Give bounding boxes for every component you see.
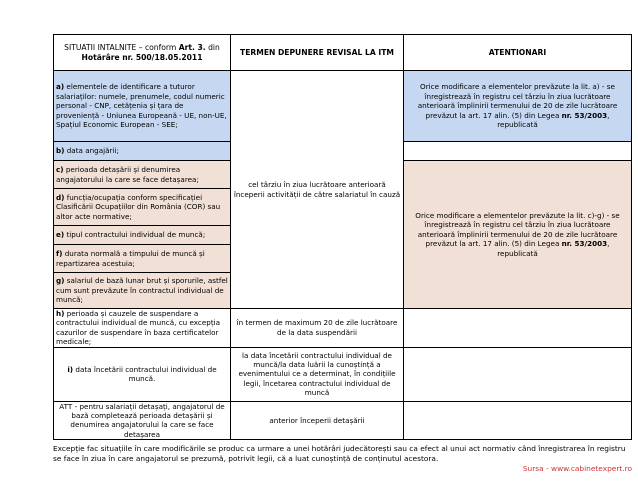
cell-d: d) funcția/ocupația conform specificației Clasificării Ocupațiilor din România (COR) sau altor acte normative; [54,189,231,226]
header-row [54,35,632,71]
warning-a: Orice modificare a elementelor prevăzute la lit. a) - se înregistrează în registru cel târziu în ziua lucrătoare anterioară împlinirii termenului de 20 de zile lucrătoare prevăzut la art. 17 alin. (5) din Legea nr. 53/2003, republicată [404,71,632,142]
cell-a: a) elementele de identificare a tuturor salariaților: numele, prenumele, codul numeric personal - CNP, cetățenia și țara de proveniență - Uniunea Europeană - UE, non-UE, Spațiul Economic European - SEE; [54,71,231,142]
warning-i-empty [404,347,632,401]
cell-i: i) data încetării contractului individual de muncă. [54,347,231,401]
row-att [54,401,632,440]
cell-b: b) data angajării; [54,142,231,161]
source-link[interactable]: Sursa - www.cabinetexpert.ro [522,464,632,473]
cell-att: ATT - pentru salariații detașați, angajatorul de bază completează perioada detașării și denumirea angajatorului la care se face detașarea [54,401,231,440]
warning-h-empty [404,309,632,348]
warning-att-empty [404,401,632,440]
header-atentionari: ATENTIONARI [404,35,632,71]
warning-c-g: Orice modificare a elementelor prevăzute la lit. c)-g) - se înregistrează în registru cel târziu în ziua lucrătoare anterioară împlinirii termenului de 20 de zile lucrătoare prevăzut la art. 17 alin. (5) din Legea nr. 53/2003, republicată [404,161,632,309]
row-h [54,309,632,348]
deadline-h: în termen de maximum 20 de zile lucrătoare de la data suspendării [231,309,404,348]
row-a [54,71,632,142]
header-termen: TERMEN DEPUNERE REVISAL LA ITM [231,35,404,71]
cell-c: c) perioada detașării și denumirea angajatorului la care se face detașarea; [54,161,231,189]
cell-e: e) tipul contractului individual de muncă; [54,226,231,245]
cell-f: f) durata normală a timpului de muncă și repartizarea acestuia; [54,245,231,273]
header-situatii: SITUATII INTALNITE – conform Art. 3. din Hotărâre nr. 500/18.05.2011 [54,35,231,71]
warning-b-empty [404,142,632,161]
exception-note: Excepție fac situațiile în care modificările se produc ca urmare a unei hotărâri judecătorești sau ca efect al unui act normativ când înregistrarea în registru se face în ziua în care angajatorul se prezumă, potrivit legii, că a luat cunoștință de conținutul acestora. [53,444,626,463]
row-i [54,347,632,401]
cell-g: g) salariul de bază lunar brut și sporurile, astfel cum sunt prevăzute în contractul individual de muncă; [54,273,231,309]
deadline-i: la data încetării contractului individual de muncă/la data luării la cunoștință a evenimentului ce a determinat, în condițiile legii, încetarea contractului individual de muncă [231,347,404,401]
deadline-a-to-g: cel târziu în ziua lucrătoare anterioară începerii activității de către salariatul în cauză [231,71,404,309]
deadline-att: anterior începerii detașării [231,401,404,440]
cell-h: h) perioada și cauzele de suspendare a contractului individual de muncă, cu excepția cazurilor de suspendare în baza certificatelor medicale; [54,309,231,348]
revisal-table [53,34,632,440]
